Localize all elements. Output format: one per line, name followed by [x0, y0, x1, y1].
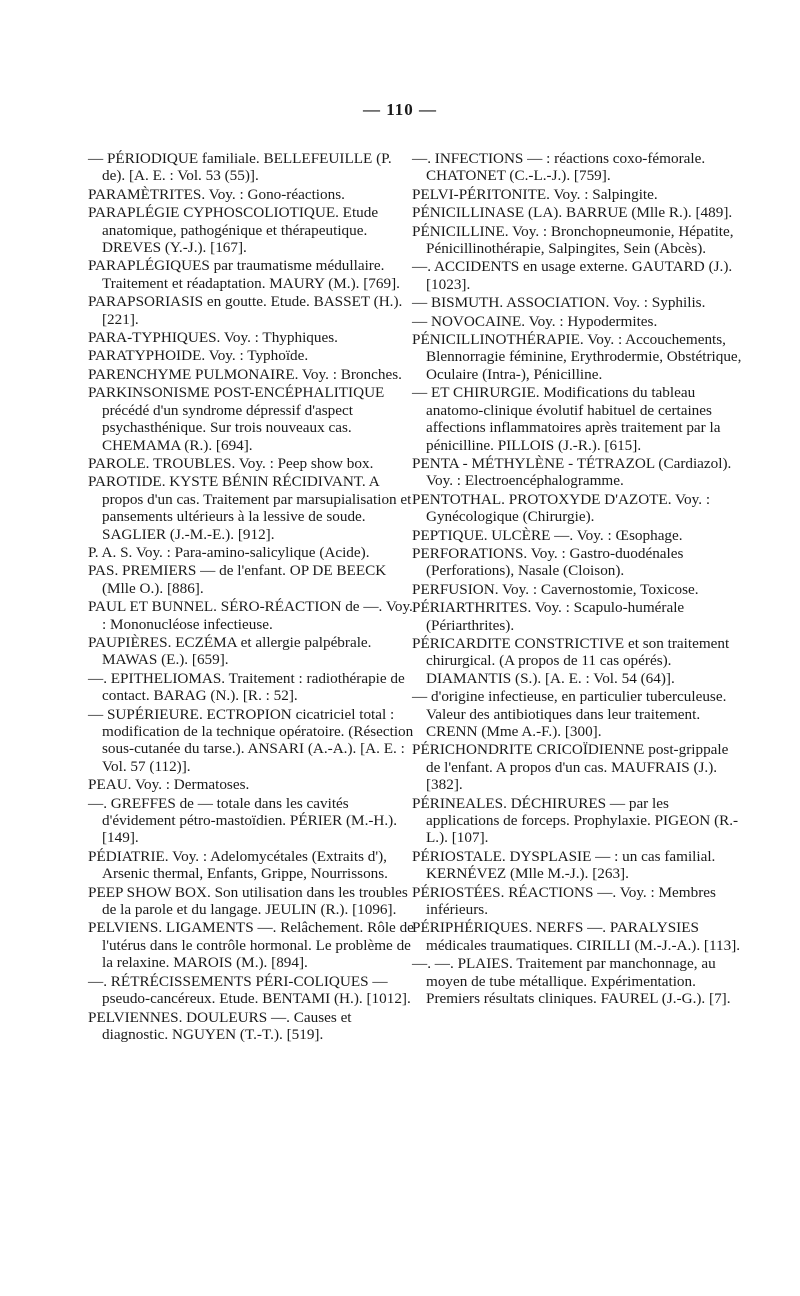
index-entry: PÉRIOSTALE. DYSPLASIE — : un cas familial. KERNÉVEZ (Mlle M.-J.). [263].: [412, 847, 716, 883]
index-entry: PENTOTHAL. PROTOXYDE D'AZOTE. Voy. : Gynécologique (Chirurgie).: [412, 490, 711, 526]
index-entry: PEAU. Voy. : Dermatoses.: [88, 776, 250, 794]
page-number: — 110 —: [362, 100, 438, 119]
index-entry: PELVIENS. LIGAMENTS —. Relâchement. Rôle de l'utérus dans le contrôle hormonal. Le problème de la relaxine. MAROIS (M.). [894].: [88, 919, 414, 972]
index-entry: PÉNICILLINASE (LA). BARRUE (Mlle R.). [489].: [412, 204, 733, 222]
index-entry: PÉRICARDITE CONSTRICTIVE et son traitement chirurgical. (A propos de 11 cas opérés). DIAMANTIS (S.). [A. E. : Vol. 54 (64)].: [412, 634, 730, 687]
index-entry: PARENCHYME PULMONAIRE. Voy. : Bronches.: [88, 365, 402, 383]
index-entry: PARAPLÉGIE CYPHOSCOLIOTIQUE. Etude anatomique, pathogénique et thérapeutique. DREVES (Y.-J.). [167].: [88, 204, 379, 257]
index-entry: — d'origine infectieuse, en particulier tuberculeuse. Valeur des antibiotiques dans leur traitement. CRENN (Mme A.-F.). [300].: [412, 688, 727, 740]
index-entry: PARA-TYPHIQUES. Voy. : Thyphiques.: [88, 329, 338, 347]
index-entry: PELVIENNES. DOULEURS —. Causes et diagnostic. NGUYEN (T.-T.). [519].: [88, 1008, 352, 1043]
index-entry: PAUL ET BUNNEL. SÉRO-RÉACTION de —. Voy. : Mononucléose infectieuse.: [88, 598, 413, 633]
index-entry: —. INFECTIONS — : réactions coxo-fémorale. CHATONET (C.-L.-J.). [759].: [412, 150, 706, 185]
index-entry: —. GREFFES de — totale dans les cavités d'évidement pétro-mastoïdien. PÉRIER (M.-H.). [149].: [88, 794, 398, 847]
index-entry: P. A. S. Voy. : Para-amino-salicylique (Acide).: [88, 543, 370, 561]
index-entry: —. RÉTRÉCISSEMENTS PÉRI-COLIQUES — pseudo-cancéreux. Etude. BENTAMI (H.). [1012].: [88, 972, 411, 1008]
index-entry: —. ACCIDENTS en usage externe. GAUTARD (J.). [1023].: [412, 258, 733, 293]
index-entry: PAUPIÈRES. ECZÉMA et allergie palpébrale. MAWAS (E.). [659].: [88, 633, 372, 669]
index-entry: PÉRICHONDRITE CRICOÏDIENNE post-grippale de l'enfant. A propos d'un cas. MAUFRAIS (J.). [382].: [412, 741, 729, 794]
index-entry: — PÉRIODIQUE familiale. BELLEFEUILLE (P. de). [A. E. : Vol. 53 (55)].: [88, 150, 392, 185]
index-entry: — SUPÉRIEURE. ECTROPION cicatriciel total : modification de la technique opératoire. (Résection sous-cutanée du tarse.). ANSARI (A.-A.). [A. E. : Vol. 57 (112)].: [88, 705, 414, 775]
index-entry: PÉDIATRIE. Voy. : Adelomycétales (Extraits d'), Arsenic thermal, Enfants, Grippe, Nourrissons.: [88, 847, 388, 883]
right-column: [412, 150, 742, 1009]
index-entry: PARAPLÉGIQUES par traumatisme médullaire. Traitement et réadaptation. MAURY (M.). [769].: [88, 257, 400, 292]
index-entry: PEPTIQUE. ULCÈRE —. Voy. : Œsophage.: [412, 526, 683, 544]
index-entry: PÉNICILLINE. Voy. : Bronchopneumonie, Hépatite, Pénicillinothérapie, Salpingites, Sein (Abcès).: [412, 222, 734, 258]
index-entry: PÉRIPHÉRIQUES. NERFS —. PARALYSIES médicales traumatiques. CIRILLI (M.-J.-A.). [113].: [412, 919, 741, 954]
index-entry: PARAMÈTRITES. Voy. : Gono-réactions.: [88, 185, 345, 203]
index-entry: —. —. PLAIES. Traitement par manchonnage, au moyen de tube métallique. Expérimentation. Premiers résultats cliniques. FAUREL (J.-G.). [7].: [412, 955, 731, 1008]
index-entry: PARAPSORIASIS en goutte. Etude. BASSET (H.). [221].: [88, 293, 403, 328]
index-entry: — NOVOCAINE. Voy. : Hypodermites.: [412, 312, 658, 330]
left-column: [88, 150, 418, 1044]
index-entry: PEEP SHOW BOX. Son utilisation dans les troubles de la parole et du langage. JEULIN (R.). [1096].: [88, 883, 408, 919]
index-entry: — BISMUTH. ASSOCIATION. Voy. : Syphilis.: [412, 294, 706, 312]
index-entry: PÉRIARTHRITES. Voy. : Scapulo-humérale (Périarthrites).: [412, 599, 685, 634]
index-entry: PELVI-PÉRITONITE. Voy. : Salpingite.: [412, 185, 658, 203]
index-entry: PAS. PREMIERS — de l'enfant. OP DE BEECK (Mlle O.). [886].: [88, 562, 387, 597]
index-entry: PÉRINEALES. DÉCHIRURES — par les applications de forceps. Prophylaxie. PIGEON (R.-L.). [107].: [412, 794, 739, 847]
index-entry: — ET CHIRURGIE. Modifications du tableau anatomo-clinique évolutif habituel de certaines affections inflammatoires après traitement par la pénicilline. PILLOIS (J.-R.). [615].: [412, 384, 721, 454]
index-entry: —. EPITHELIOMAS. Traitement : radiothérapie de contact. BARAG (N.). [R. : 52].: [88, 669, 405, 705]
index-entry: PAROTIDE. KYSTE BÉNIN RÉCIDIVANT. A propos d'un cas. Traitement par marsupialisation et pansements ultérieurs à la lessive de soude. SAGLIER (J.-M.-E.). [912].: [88, 473, 412, 543]
index-entry: PARKINSONISME POST-ENCÉPHALITIQUE précédé d'un syndrome dépressif d'aspect psychasthénique. Sur trois nouveaux cas. CHEMAMA (R.). [694].: [88, 384, 385, 454]
index-entry: PÉNICILLINOTHÉRAPIE. Voy. : Accouchements, Blennorragie féminine, Erythrodermie, Obstétrique, Oculaire (Intra-), Pénicilline.: [412, 331, 742, 383]
index-entry: PAROLE. TROUBLES. Voy. : Peep show box.: [88, 454, 374, 472]
index-entry: PERFUSION. Voy. : Cavernostomie, Toxicose.: [412, 580, 699, 598]
index-entry: PARATYPHOIDE. Voy. : Typhoïde.: [88, 347, 309, 365]
index-entry: PENTA - MÉTHYLÈNE - TÉTRAZOL (Cardiazol). Voy. : Electroencéphalogramme.: [412, 454, 732, 490]
index-entry: PERFORATIONS. Voy. : Gastro-duodénales (Perforations), Nasale (Cloison).: [412, 544, 684, 580]
index-entry: PÉRIOSTÉES. RÉACTIONS —. Voy. : Membres inférieurs.: [412, 883, 716, 919]
